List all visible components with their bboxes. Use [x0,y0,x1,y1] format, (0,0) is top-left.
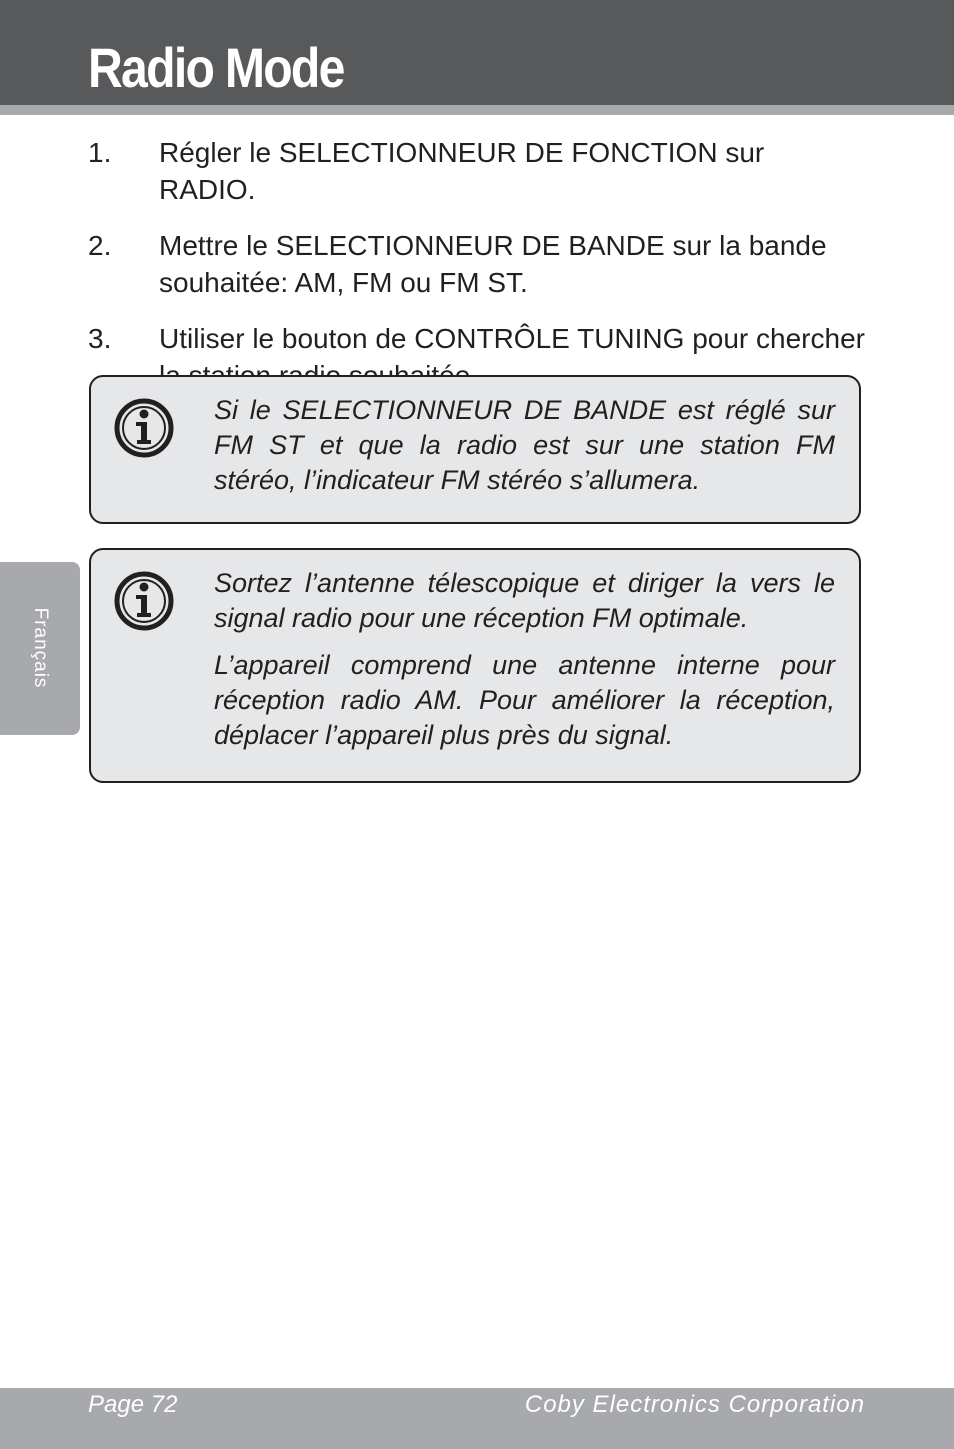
page-title: Radio Mode [88,36,344,99]
info-icon [113,397,175,459]
step-number: 2. [88,230,112,261]
step-text: Utiliser le bouton de CONTRÔLE TUNING pour chercher [159,323,865,354]
company-name: Coby Electronics Corporation [524,1391,865,1418]
info-note [89,375,861,524]
note-paragraph: L’appareil comprend une antenne interne pour réception radio AM. Pour améliorer la réception, déplacer l’appareil plus près du signal. [214,650,835,750]
step-number: 1. [88,137,112,168]
step-item [88,227,868,301]
page-number: Page 72 [88,1391,178,1418]
steps-list [88,134,868,413]
header-rule [0,105,954,115]
footer-bar [0,1388,954,1449]
language-tab-label: Français [30,607,51,689]
step-text: Mettre le SELECTIONNEUR DE BANDE sur la bande souhaitée: AM, FM ou FM ST. [159,230,827,298]
header-bar [0,0,954,105]
step-item [88,134,868,208]
note-paragraph: Si le SELECTIONNEUR DE BANDE est réglé sur FM ST et que la radio est sur une station FM stéréo, l’indicateur FM stéréo s’allumera. [214,395,835,495]
step-number: 3. [88,323,112,354]
note-text [214,393,835,498]
note-paragraph: Sortez l’antenne télescopique et diriger la vers le signal radio pour une réception FM optimale. [214,568,835,633]
step-text: Régler le SELECTIONNEUR DE FONCTION sur RADIO. [159,137,765,205]
info-icon [113,570,175,632]
language-tab [0,562,80,735]
info-note [89,548,861,783]
note-text [214,566,835,753]
